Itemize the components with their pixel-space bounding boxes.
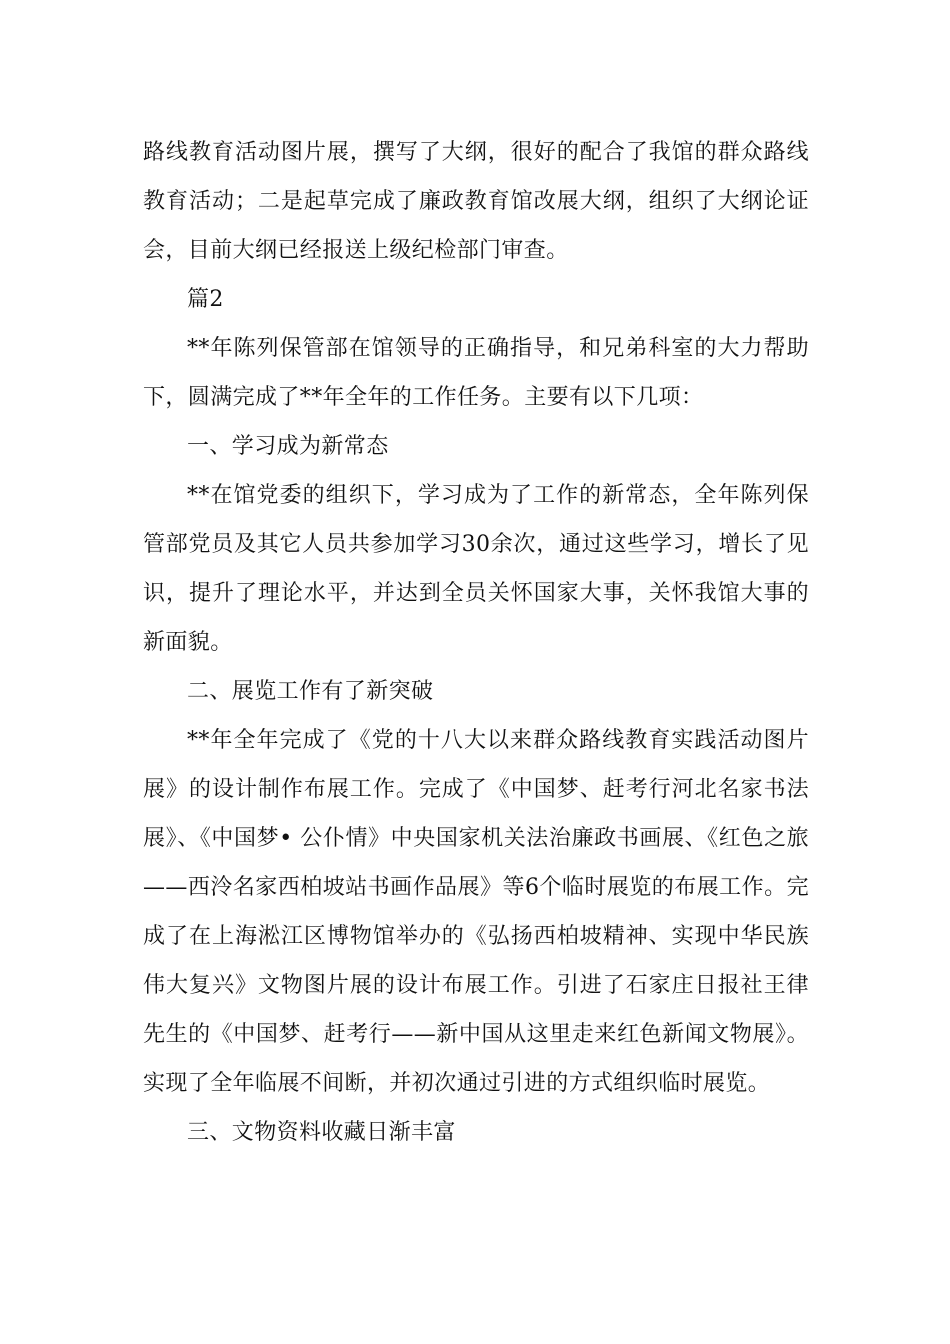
heading-study: 一、学习成为新常态 [187, 434, 389, 459]
heading-collection: 三、文物资料收藏日渐丰富 [187, 1120, 456, 1145]
heading-exhibition: 二、展览工作有了新突破 [187, 679, 434, 704]
document-body [143, 128, 809, 1157]
paragraph-exhibition: **年全年完成了《党的十八大以来群众路线教育实践活动图片展》的设计制作布展工作。完成了《中国梦、赶考行河北名家书法展》、《中国梦• 公仆情》中央国家机关法治廉政书画展、《红色之旅——西泠名家西柏坡站书画作品展》等6个临时展览的布展工作。完成了在上海淞江区博物馆举办的《弘扬西柏坡精神、实现中华民族伟大复兴》文物图片展的设计布展工作。引进了石家庄日报社王律先生的《中国梦、赶考行——新中国从这里走来红色新闻文物展》。实现了全年临展不间断，并初次通过引进的方式组织临时展览。 [143, 728, 809, 1096]
paragraph-continuation: 路线教育活动图片展，撰写了大纲，很好的配合了我馆的群众路线教育活动；二是起草完成了廉政教育馆改展大纲，组织了大纲论证会，目前大纲已经报送上级纪检部门审查。 [143, 140, 809, 263]
paragraph-intro: **年陈列保管部在馆领导的正确指导，和兄弟科室的大力帮助下，圆满完成了**年全年的工作任务。主要有以下几项： [143, 336, 809, 410]
section-title-pian2: 篇2 [187, 287, 224, 312]
paragraph-study: **在馆党委的组织下，学习成为了工作的新常态，全年陈列保管部党员及其它人员共参加学习30余次，通过这些学习，增长了见识，提升了理论水平，并达到全员关怀国家大事，关怀我馆大事的新面貌。 [143, 483, 809, 655]
